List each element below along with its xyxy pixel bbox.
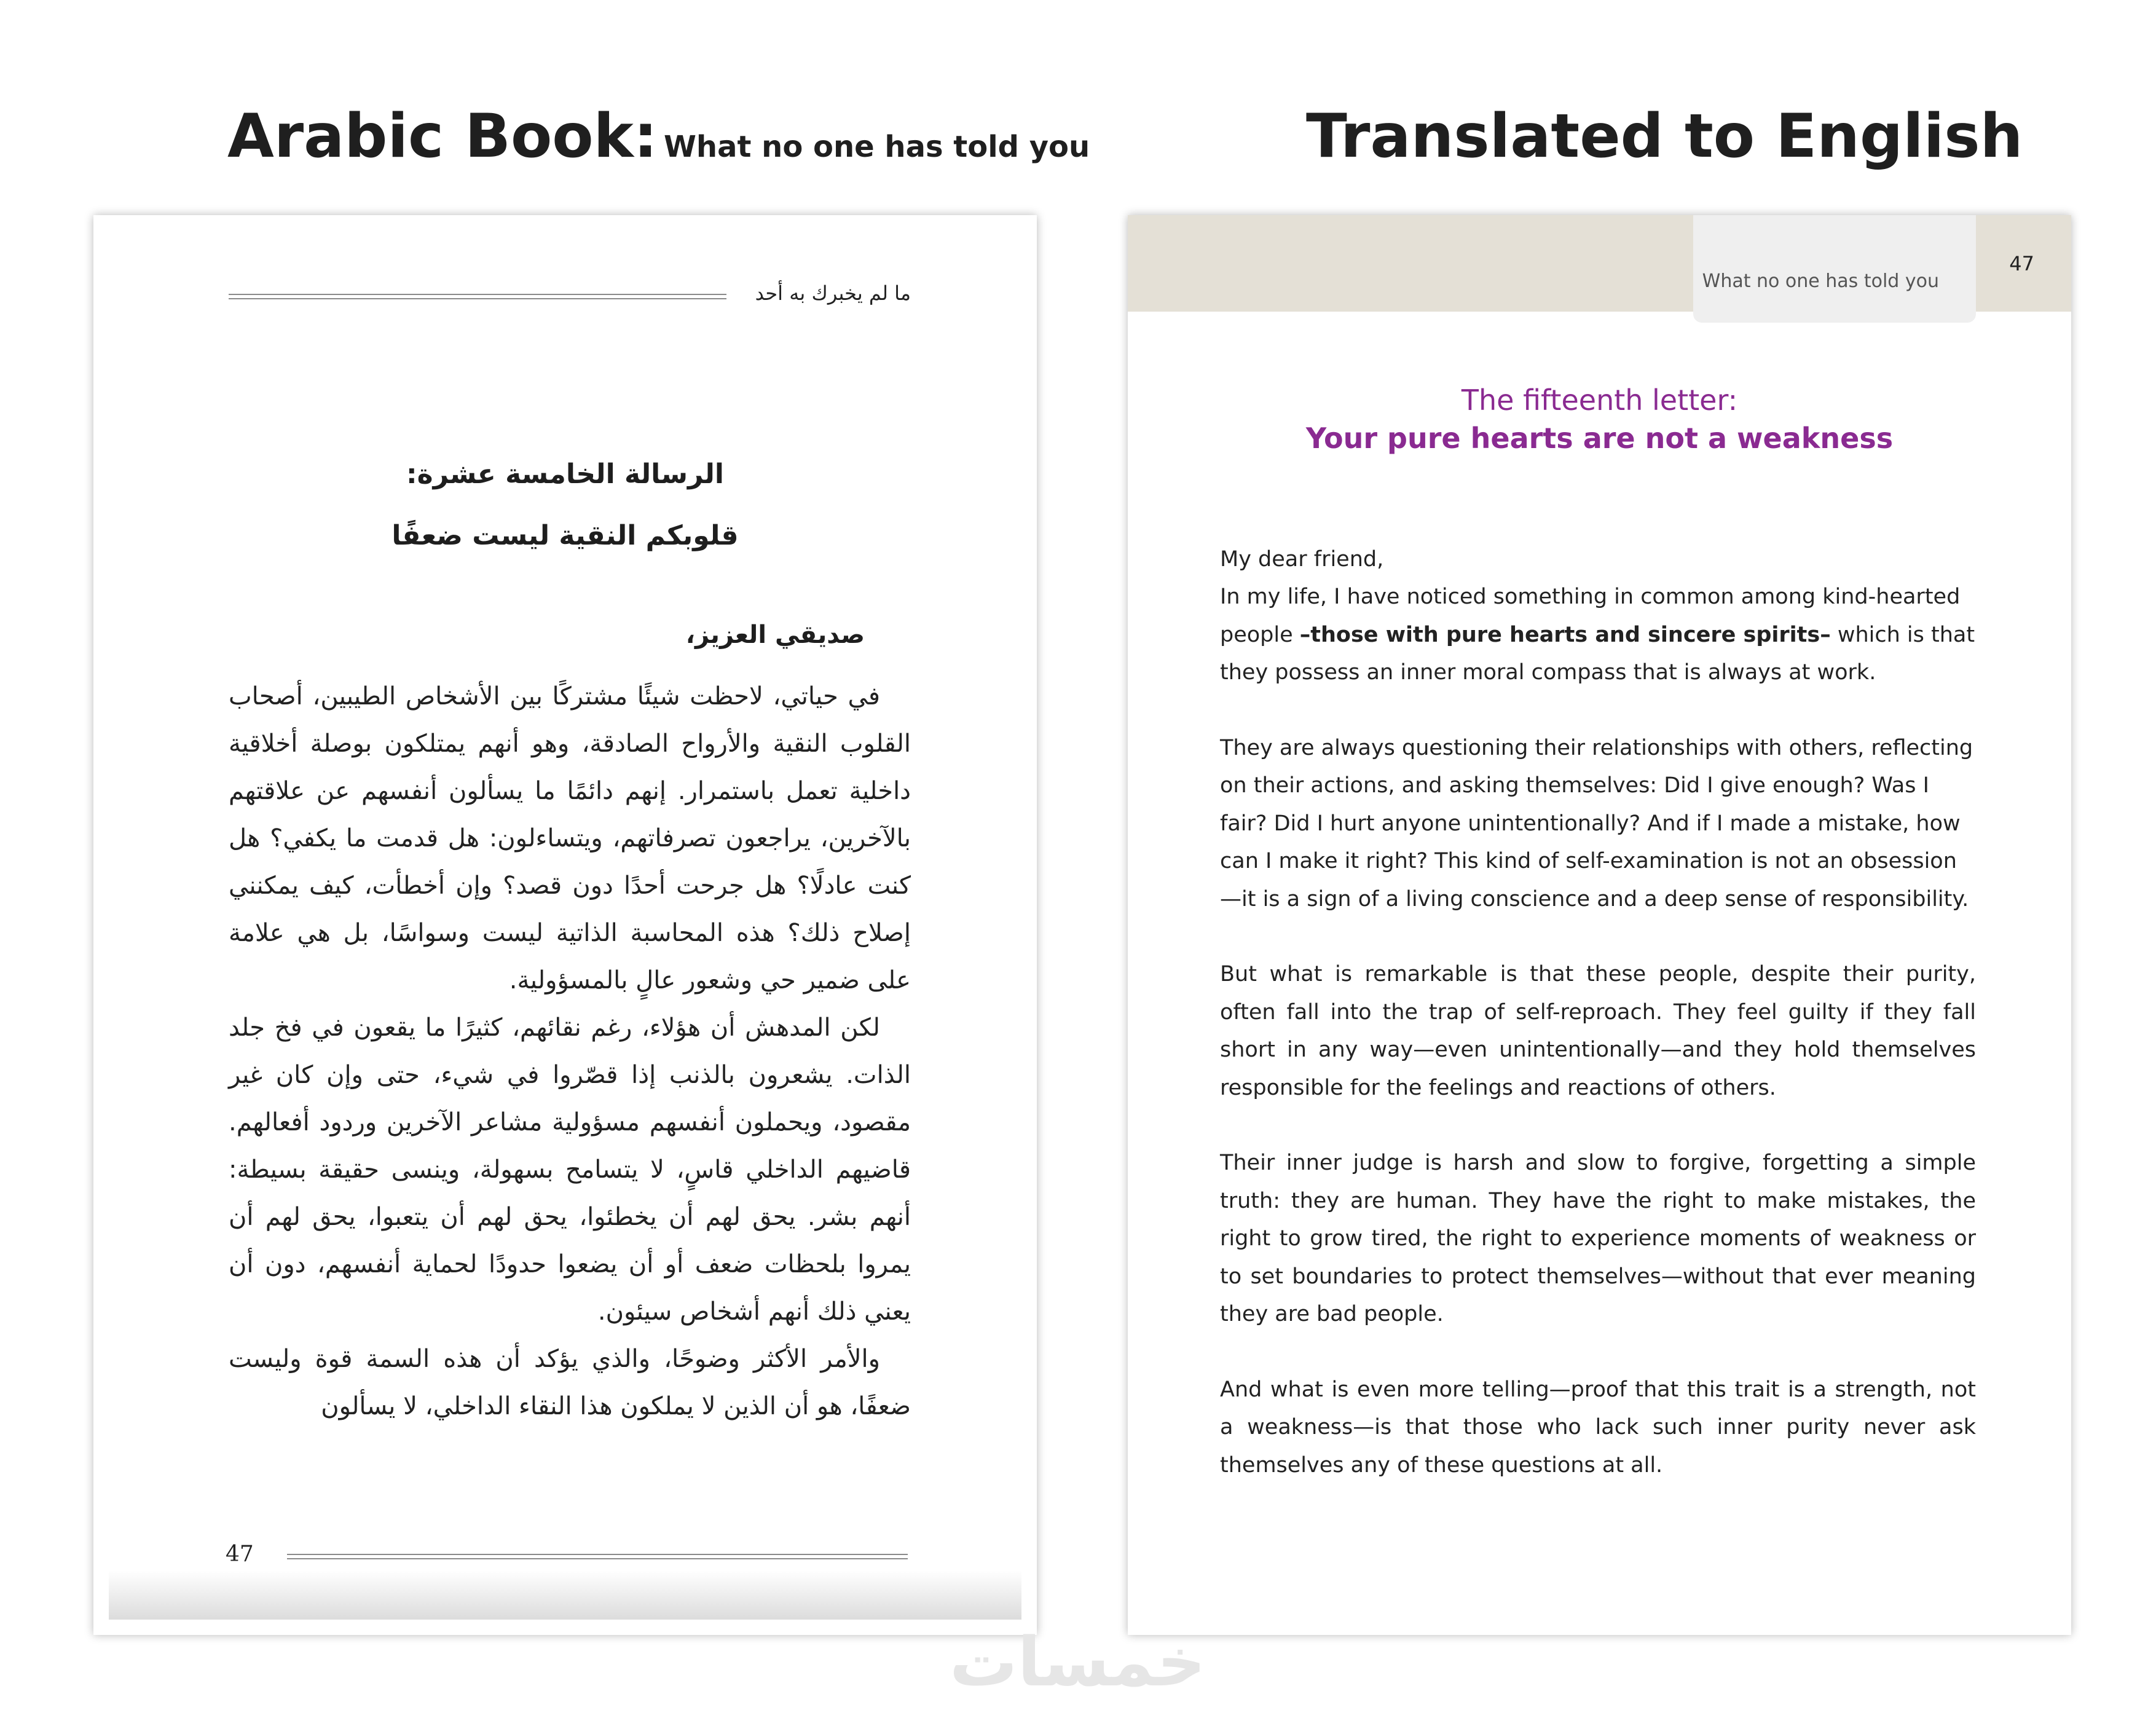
arabic-greeting: صديقي العزيز،	[685, 621, 865, 649]
english-letter-title-line2: Your pure hearts are not a weakness	[1305, 422, 1894, 455]
left-heading-sub: What no one has told you	[663, 130, 1090, 164]
arabic-paragraph: والأمر الأكثر وضوحًا، والذي يؤكد أن هذه السمة قوة وليست ضعفًا، هو أن الذين لا يملكون هذا النقاء الداخلي، لا يسألون	[229, 1345, 911, 1420]
english-paragraph: And what is even more telling—proof that this trait is a strength, not a weakness—is that those who lack such inner purity never ask themselves any of these questions at all.	[1220, 1377, 1976, 1478]
english-header-tab	[1693, 215, 1976, 323]
arabic-header-title: ما لم يخبرك به أحد	[755, 282, 911, 305]
english-paragraph: They are always questioning their relationships with others, reflecting on their actions, and asking themselves: Did I give enough? Was I fair? Did I hurt anyone unintentionally? And if I made a mistake, how can I make it right? This kind of self-examination is not an obsession—it is a sign of a living conscience and a deep sense of responsibility.	[1220, 736, 1973, 912]
arabic-page-header	[229, 282, 911, 312]
english-paragraph: But what is remarkable is that these people, despite their purity, often fall into the trap of self-reproach. They feel guilty if they fall short in any way—even unintentionally—and they hold themselves responsible for the feelings and reactions of others.	[1220, 962, 1976, 1100]
english-page	[1128, 215, 2071, 1635]
english-paragraph: Their inner judge is harsh and slow to forgive, forgetting a simple truth: they are human. They have the right to make mistakes, the right to grow tired, the right to experience moments of weakness or to set boundaries to protect themselves—without that ever meaning they are bad people.	[1220, 1151, 1976, 1327]
left-heading	[227, 101, 1090, 171]
left-heading-main: Arabic Book:	[227, 101, 658, 171]
arabic-paragraph: لكن المدهش أن هؤلاء، رغم نقائهم، كثيرًا ما يقعون في فخ جلد الذات. يشعرون بالذنب إذا قصّروا في شيء، حتى وإن كان غير مقصود، ويحملون أنفسهم مسؤولية مشاعر الآخرين وردود أفعالهم. قاضيهم الداخلي قاسٍ، لا يتسامح بسهولة، وينسى حقيقة بسيطة: أنهم بشر. يحق لهم أن يخطئوا، يحق لهم أن يتعبوا، يحق لهم أن يمروا بلحظات ضعف أو أن يضعوا حدودًا لحماية أنفسهم، دون أن يعني ذلك أنهم أشخاص سيئون.	[229, 1014, 911, 1326]
arabic-letter-title	[93, 444, 1037, 567]
english-letter-title-line1: The fifteenth letter:	[1461, 384, 1738, 417]
arabic-footer-rule	[287, 1554, 908, 1559]
arabic-page-footer	[226, 1542, 914, 1572]
page-curl-shadow	[109, 1570, 1021, 1620]
english-paragraph	[1220, 541, 1976, 692]
arabic-body	[229, 673, 911, 1430]
english-greeting: My dear friend,	[1220, 547, 1384, 572]
arabic-page	[93, 215, 1037, 1635]
english-text: In my life, I have noticed something in common among kind-hearted people	[1220, 585, 1961, 647]
english-letter-title	[1128, 381, 2071, 457]
arabic-letter-title-line1: الرسالة الخامسة عشرة:	[406, 459, 724, 490]
english-bold-phrase: –those with pure hearts and sincere spirits–	[1299, 622, 1831, 647]
english-body	[1220, 541, 1976, 1522]
english-header-title: What no one has told you	[1702, 270, 1939, 292]
watermark-logo: خمسات	[950, 1623, 1206, 1701]
arabic-letter-title-line2: قلوبكم النقية ليست ضعفًا	[391, 520, 739, 551]
english-text: which is that they possess an inner moral compass that is always at work.	[1220, 622, 1975, 685]
arabic-page-number: 47	[226, 1542, 254, 1567]
arabic-paragraph: في حياتي، لاحظت شيئًا مشتركًا بين الأشخاص الطيبين، أصحاب القلوب النقية والأرواح الصادقة، وهو أنهم يمتلكون بوصلة أخلاقية داخلية تعمل باستمرار. إنهم دائمًا ما يسألون أنفسهم عن علاقتهم بالآخرين، يراجعون تصرفاتهم، ويتساءلون: هل قدمت ما يكفي؟ هل كنت عادلًا؟ هل جرحت أحدًا دون قصد؟ وإن أخطأت، كيف يمكنني إصلاح ذلك؟ هذه المحاسبة الذاتية ليست وسواسًا، بل هي علامة على ضمير حي وشعور عالٍ بالمسؤولية.	[229, 682, 911, 994]
right-heading: Translated to English	[1306, 101, 2023, 171]
english-page-number: 47	[2009, 252, 2034, 275]
arabic-header-rule	[229, 294, 726, 299]
